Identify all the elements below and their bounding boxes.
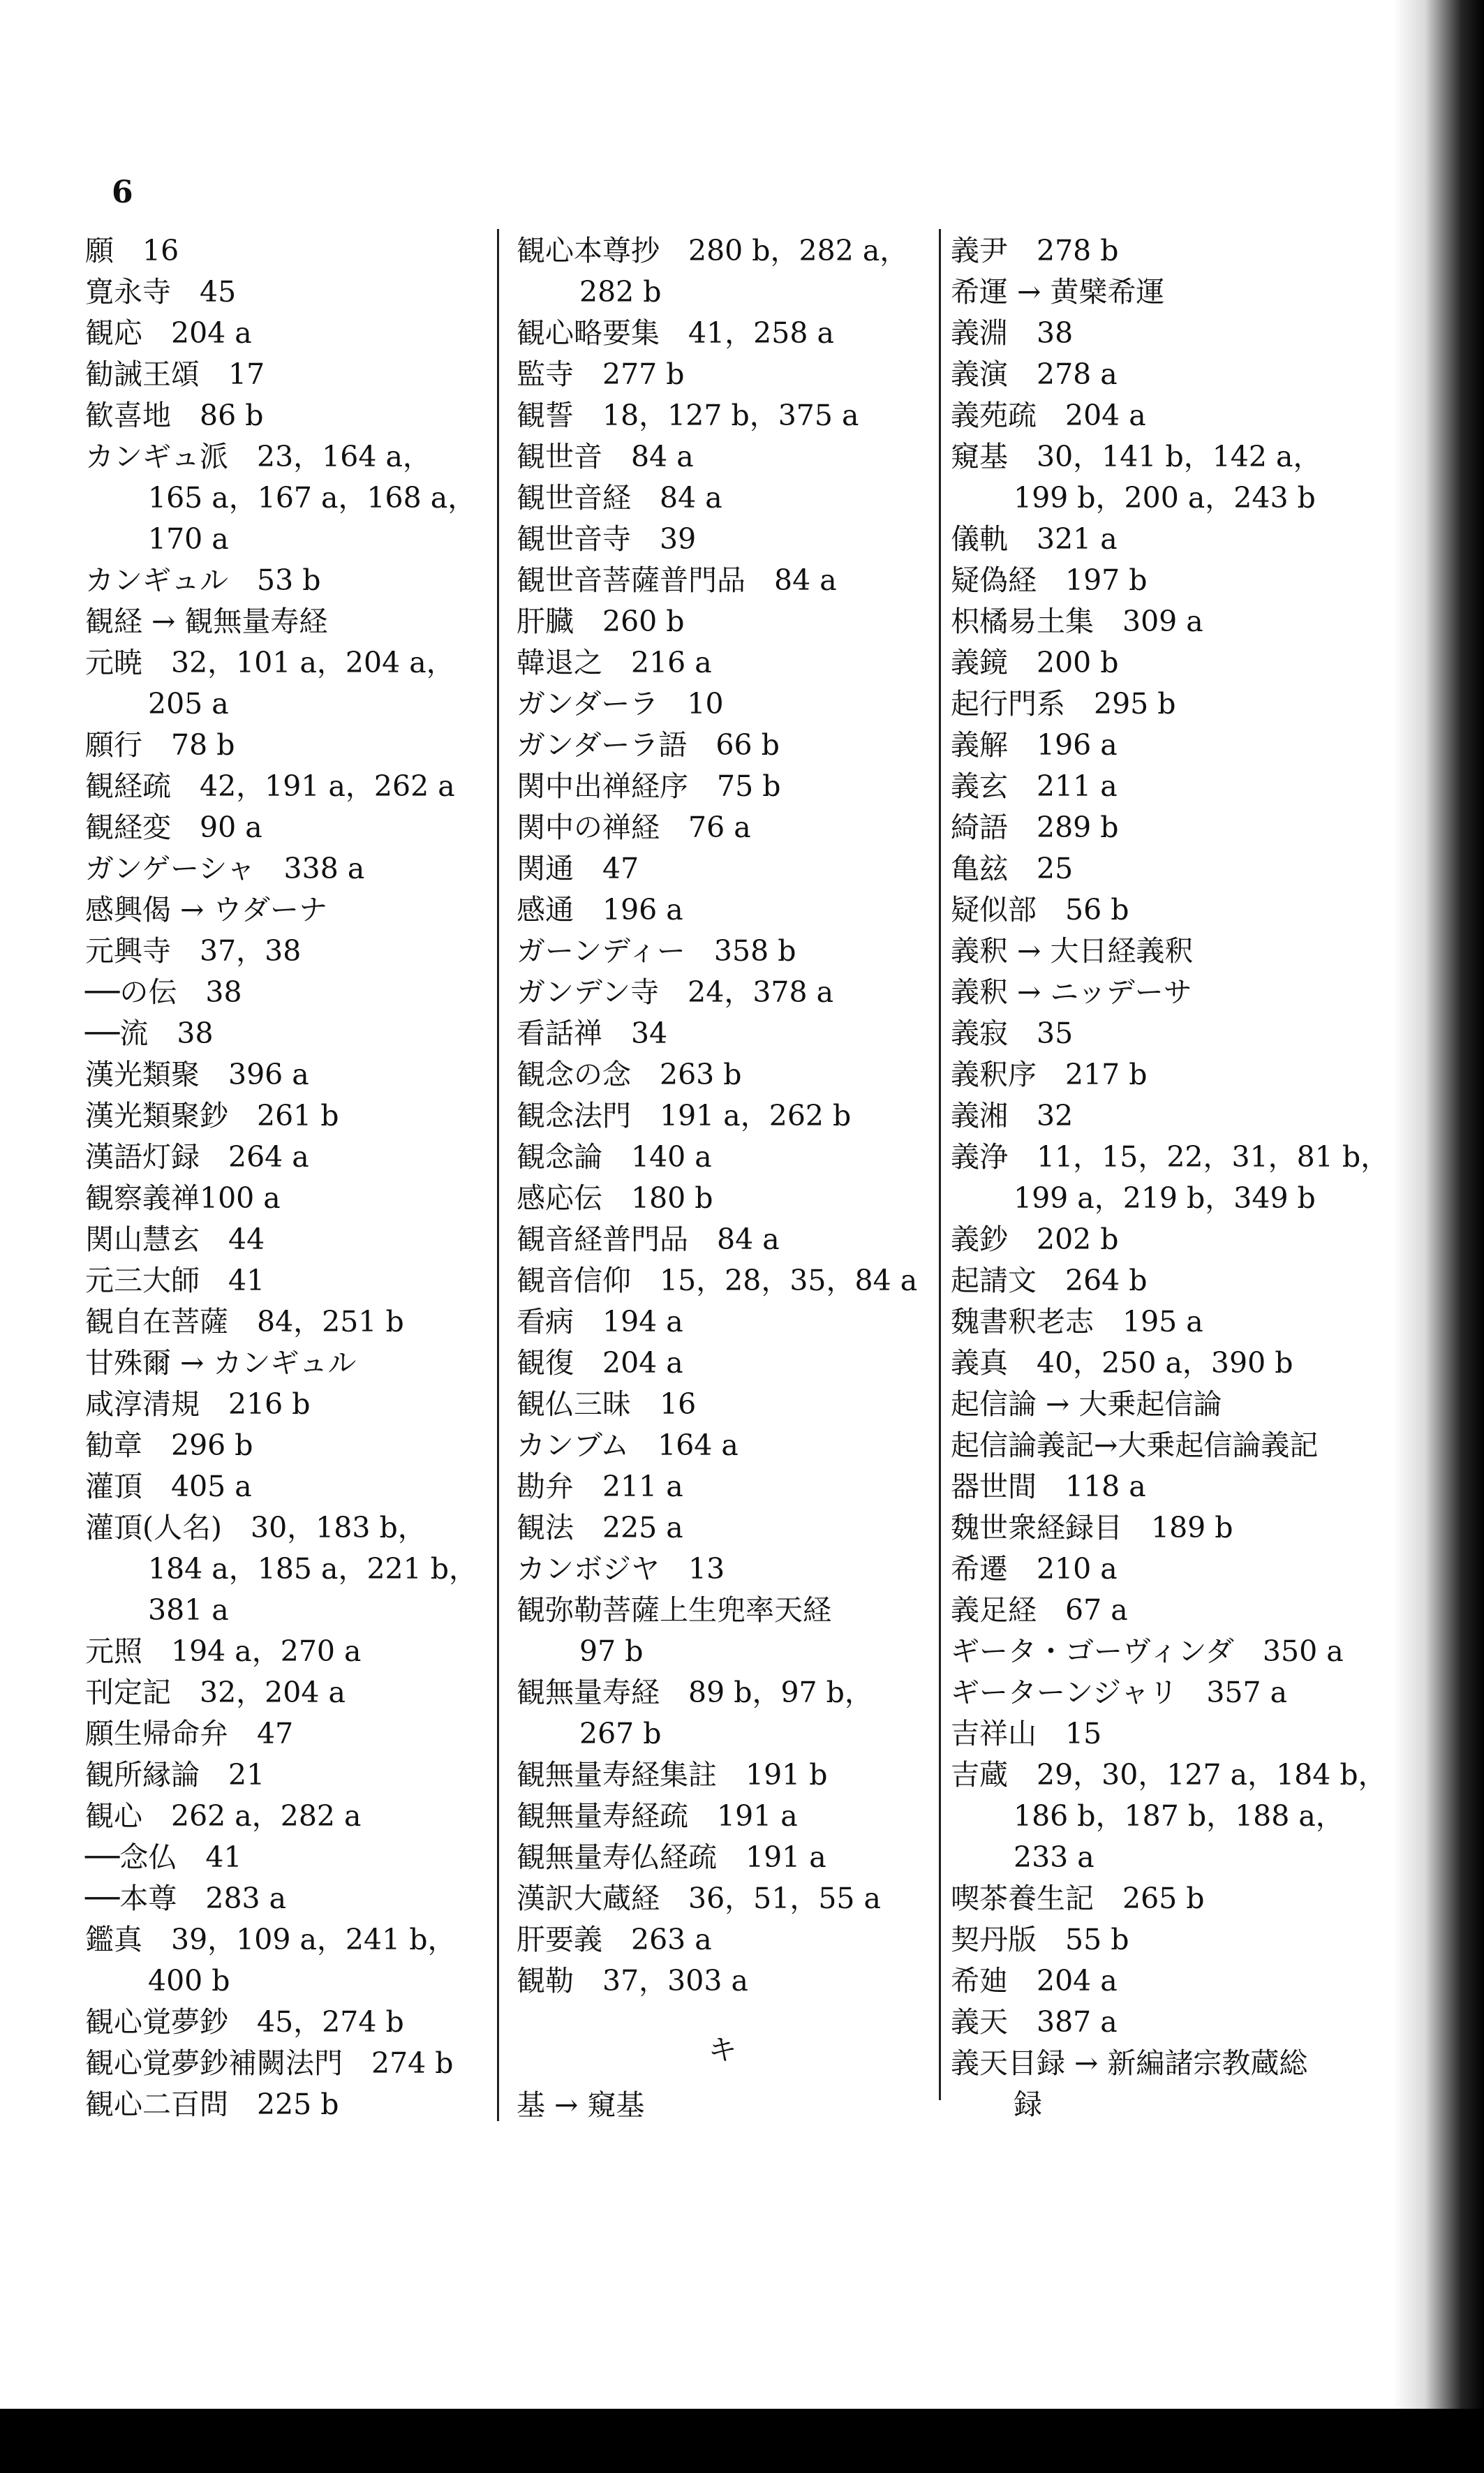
index-entry: 義玄 211 a: [951, 769, 1118, 803]
index-entry: 観念論 140 a: [517, 1140, 712, 1174]
index-entry: 観経 → 観無量寿経: [85, 605, 328, 638]
index-entry: 義尹 278 b: [951, 234, 1119, 267]
index-entry: 関山慧玄 44: [85, 1223, 265, 1256]
index-entry: 希廸 204 a: [951, 1964, 1118, 1998]
index-entry: ギータ・ゴーヴィンダ 350 a: [951, 1634, 1344, 1668]
index-entry: 監寺 277 b: [517, 357, 685, 391]
page-number: 6: [112, 175, 133, 210]
index-entry: 希運 → 黄檗希運: [951, 275, 1165, 309]
index-entry: カンブム 164 a: [517, 1429, 739, 1462]
index-entry: 381 a: [148, 1593, 229, 1627]
index-entry: 起行門系 295 b: [951, 687, 1176, 721]
index-entry: 歓喜地 86 b: [85, 399, 264, 432]
index-entry: 義演 278 a: [951, 357, 1118, 391]
index-entry: ──流 38: [85, 1017, 214, 1050]
index-entry: 観所縁論 21: [85, 1758, 265, 1792]
index-entry: 元暁 32，101 a，204 a，: [85, 646, 455, 679]
index-entry: 鑑真 39，109 a，241 b，: [85, 1923, 457, 1956]
index-entry: 義足経 67 a: [951, 1593, 1128, 1627]
index-entry: 窺基 30，141 b，142 a，: [951, 440, 1322, 473]
index-entry: ガンダーラ 10: [517, 687, 724, 721]
index-entry: 義釈 → ニッデーサ: [951, 975, 1192, 1009]
index-entry: 元三大師 41: [85, 1264, 265, 1297]
index-entry: 勧章 296 b: [85, 1429, 253, 1462]
index-entry: 186 b，187 b，188 a，: [1014, 1799, 1344, 1833]
page-edge-shadow: [1393, 0, 1484, 2473]
index-entry: ガンダーラ語 66 b: [517, 728, 780, 762]
index-entry: 甘殊爾 → カンギュル: [85, 1346, 357, 1380]
index-entry: 義湘 32: [951, 1099, 1074, 1132]
index-entry: 観心覚夢鈔 45，274 b: [85, 2005, 404, 2039]
index-entry: 元興寺 37，38: [85, 934, 302, 968]
index-entry: 義鏡 200 b: [951, 646, 1119, 679]
index-entry: 肝要義 263 a: [517, 1923, 712, 1956]
index-entry: 観弥勒菩薩上生兜率天経: [517, 1593, 831, 1627]
index-entry: 勧誡王頌 17: [85, 357, 265, 391]
index-entry: 起信論 → 大乗起信論: [951, 1387, 1222, 1421]
index-entry: 魏世衆経録目 189 b: [951, 1511, 1233, 1544]
index-entry: 疑偽経 197 b: [951, 563, 1148, 597]
index-entry: 観復 204 a: [517, 1346, 683, 1380]
index-entry: 義寂 35: [951, 1017, 1074, 1050]
index-entry: ──念仏 41: [85, 1840, 242, 1874]
index-entry: 関中の禅経 76 a: [517, 811, 751, 844]
index-entry: ──の伝 38: [85, 975, 242, 1009]
index-entry: 観応 204 a: [85, 316, 252, 350]
column-divider-2: [939, 229, 941, 2100]
index-entry: 漢光類聚鈔 261 b: [85, 1099, 339, 1132]
index-entry: 観察義禅100 a: [85, 1181, 281, 1215]
index-entry: 寛永寺 45: [85, 275, 237, 309]
index-entry: 感応伝 180 b: [517, 1181, 713, 1215]
scan-bottom-border: [0, 2409, 1484, 2473]
index-entry: 義真 40，250 a，390 b: [951, 1346, 1293, 1380]
index-entry: 400 b: [148, 1964, 230, 1998]
index-entry: 観世音寺 39: [517, 522, 697, 556]
index-entry: 咸淳清規 216 b: [85, 1387, 311, 1421]
index-entry: 観心覚夢鈔補闕法門 274 b: [85, 2046, 454, 2080]
index-entry: 勘弁 211 a: [517, 1470, 683, 1503]
index-column-3: [951, 230, 1390, 2125]
index-entry: 綺語 289 b: [951, 811, 1119, 844]
index-column-1: [85, 230, 483, 2125]
index-column-2: [517, 230, 928, 2126]
index-entry: 205 a: [148, 687, 229, 721]
index-entry: 観心二百問 225 b: [85, 2088, 339, 2121]
index-entry: 観音信仰 15，28，35，84 a: [517, 1264, 918, 1297]
index-entry: 観音経普門品 84 a: [517, 1223, 780, 1256]
index-entry: 亀玆 25: [951, 852, 1074, 885]
index-entry: 170 a: [148, 522, 229, 556]
index-entry: 吉祥山 15: [951, 1717, 1102, 1750]
index-entry: 録: [1014, 2088, 1042, 2121]
index-entry: 希遷 210 a: [951, 1552, 1118, 1586]
index-entry: 看話禅 34: [517, 1017, 668, 1050]
index-entry: 起信論義記→大乗起信論義記: [951, 1429, 1319, 1462]
index-entry: 起請文 264 b: [951, 1264, 1148, 1297]
index-entry: カンボジヤ 13: [517, 1552, 725, 1586]
index-entry: 刊定記 32，204 a: [85, 1676, 346, 1709]
index-entry: 吉蔵 29，30，127 a，184 b，: [951, 1758, 1387, 1792]
index-entry: 観心本尊抄 280 b，282 a，: [517, 234, 909, 267]
index-entry: 観世音 84 a: [517, 440, 694, 473]
index-entry: 看病 194 a: [517, 1305, 683, 1338]
index-entry: ガーンディー 358 b: [517, 934, 796, 968]
index-entry: 義鈔 202 b: [951, 1223, 1119, 1256]
index-entry: カンギュ派 23，164 a，: [85, 440, 431, 473]
index-entry: 233 a: [1014, 1840, 1095, 1874]
index-entry: 199 b，200 a，243 b: [1014, 481, 1316, 515]
index-entry: 観法 225 a: [517, 1511, 683, 1544]
index-entry: 儀軌 321 a: [951, 522, 1118, 556]
index-entry: ガンデン寺 24，378 a: [517, 975, 834, 1009]
index-entry: 観念法門 191 a，262 b: [517, 1099, 852, 1132]
index-entry: 感興偈 → ウダーナ: [85, 893, 328, 927]
index-entry: 義釈 → 大日経義釈: [951, 934, 1194, 968]
index-entry: 契丹版 55 b: [951, 1923, 1129, 1956]
index-entry: ──本尊 283 a: [85, 1882, 287, 1915]
index-entry: 漢訳大蔵経 36，51，55 a: [517, 1882, 881, 1915]
index-entry: 枳橘易土集 309 a: [951, 605, 1203, 638]
index-entry: ガンゲーシャ 338 a: [85, 852, 365, 885]
index-entry: 観自在菩薩 84，251 b: [85, 1305, 404, 1338]
index-entry: 関中出禅経序 75 b: [517, 769, 781, 803]
index-entry: 義解 196 a: [951, 728, 1118, 762]
index-entry: 器世間 118 a: [951, 1470, 1146, 1503]
index-entry: カンギュル 53 b: [85, 563, 321, 597]
index-entry: 観誓 18，127 b，375 a: [517, 399, 859, 432]
index-entry: 義苑疏 204 a: [951, 399, 1146, 432]
index-entry: 義天目録 → 新編諸宗教蔵総: [951, 2046, 1308, 2080]
index-entry: 基 → 窺基: [517, 2088, 645, 2122]
index-entry: 観勒 37，303 a: [517, 1964, 748, 1998]
index-entry: 感通 196 a: [517, 893, 683, 927]
index-entry: 165 a，167 a，168 a，: [148, 481, 477, 515]
index-entry: 喫茶養生記 265 b: [951, 1882, 1205, 1915]
index-entry: 義釈序 217 b: [951, 1058, 1148, 1091]
index-entry: 観心 262 a，282 a: [85, 1799, 362, 1833]
index-entry: 願行 78 b: [85, 728, 235, 762]
index-entry: 観世音経 84 a: [517, 481, 722, 515]
index-entry: 199 a，219 b，349 b: [1014, 1181, 1316, 1215]
index-entry: 観念の念 263 b: [517, 1058, 742, 1091]
index-entry: 関通 47: [517, 852, 639, 885]
index-entry: 観無量寿仏経疏 191 a: [517, 1840, 826, 1874]
index-entry: 観世音菩薩普門品 84 a: [517, 563, 837, 597]
index-entry: 267 b: [579, 1717, 662, 1750]
index-entry: 韓退之 216 a: [517, 646, 712, 679]
index-entry: 義天 387 a: [951, 2005, 1118, 2039]
index-entry: 観経疏 42，191 a，262 a: [85, 769, 455, 803]
index-entry: 184 a，185 a，221 b，: [148, 1552, 478, 1586]
index-entry: 義淵 38: [951, 316, 1074, 350]
section-heading: キ: [708, 2033, 737, 2067]
index-entry: 観心略要集 41，258 a: [517, 316, 834, 350]
index-entry: ギーターンジャリ 357 a: [951, 1676, 1288, 1709]
index-entry: 漢語灯録 264 a: [85, 1140, 309, 1174]
index-entry: 肝臓 260 b: [517, 605, 685, 638]
index-entry: 観無量寿経 89 b，97 b，: [517, 1676, 873, 1709]
index-entry: 観無量寿経疏 191 a: [517, 1799, 798, 1833]
column-divider-1: [497, 229, 499, 2121]
index-entry: 282 b: [579, 275, 662, 309]
index-entry: 97 b: [579, 1634, 644, 1668]
index-entry: 漢光類聚 396 a: [85, 1058, 309, 1091]
index-entry: 観無量寿経集註 191 b: [517, 1758, 828, 1792]
index-entry: 観仏三昧 16: [517, 1387, 697, 1421]
index-entry: 義浄 11，15，22，31，81 b，: [951, 1140, 1390, 1174]
index-entry: 灌頂(人名) 30，183 b，: [85, 1511, 426, 1544]
index-entry: 観経変 90 a: [85, 811, 262, 844]
index-entry: 魏書釈老志 195 a: [951, 1305, 1203, 1338]
index-entry: 元照 194 a，270 a: [85, 1634, 362, 1668]
index-entry: 灌頂 405 a: [85, 1470, 252, 1503]
index-entry: 願 16: [85, 234, 179, 267]
index-entry: 願生帰命弁 47: [85, 1717, 294, 1750]
index-entry: 疑似部 56 b: [951, 893, 1129, 927]
